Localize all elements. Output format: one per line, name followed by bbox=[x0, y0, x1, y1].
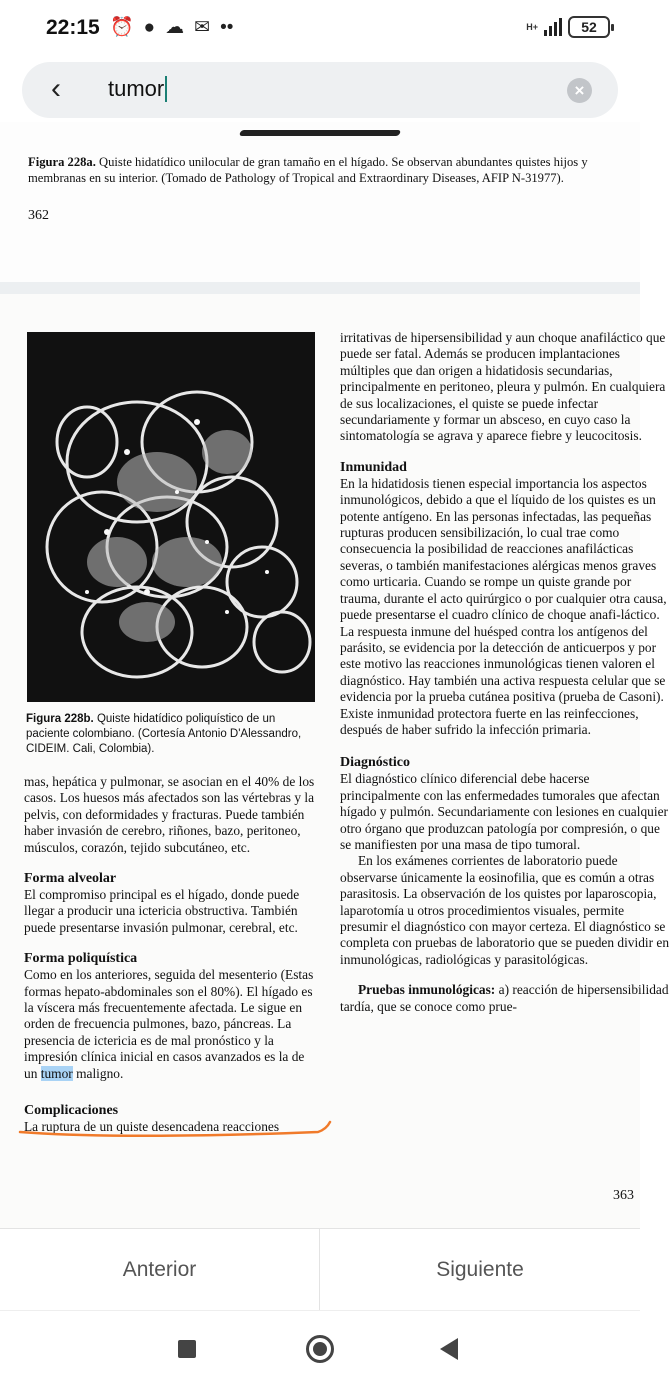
section-heading: Complicaciones bbox=[24, 1103, 119, 1119]
system-navigation-bar bbox=[0, 1310, 640, 1386]
mail-icon: ✉ bbox=[194, 17, 211, 38]
paragraph: mas, hepática y pulmonar, se asocian en el 40% de los casos. Los huesos más afectados son las vértebras y la pelvis, con deformidades y fracturas. Puede también haber invasión de cerebro, riñones, bazo, peritoneo, músculos, corazón, tejido subcutáneo, etc. bbox=[24, 774, 315, 855]
paragraph: Pruebas inmunológicas: a) reacción de hipersensibilidad tardía, que se conoce como prue- bbox=[340, 982, 669, 1014]
messenger-icon: ● bbox=[143, 17, 156, 38]
more-dots-icon: •• bbox=[220, 17, 234, 38]
paragraph: En la hidatidosis tienen especial importancia los aspectos inmunológicos, debido a que el líquido de los quistes es un potente antígeno. En las personas infectadas, las pequeñas rupturas producen sensibilización, lo cual trae como consecuencia la posibilidad de reacciones anafilácticas severas, o también manifestaciones alérgicas menos graves como urticaria. Cuando se rompe un quiste grande por trauma, durante el acto quirúrgico o por cualquier otra causa, puede presentarse el cuadro clínico de choque anafi-láctico. La respuesta inmune del huésped contra los antígenos del parásito, se evidencia por la detección de anticuerpos y por este motivo las reacciones inmunológicas tienen valoren el diagnóstico. Hay también una activa respuesta celular que se evidencia por la prueba cutánea positiva (prueba de Casoni). Existe inmunidad protectora fuerte en las reinfecciones, después de haber sufrido la infección primaria. bbox=[340, 475, 667, 737]
search-input[interactable] bbox=[108, 76, 167, 102]
network-type-label: H+ bbox=[526, 21, 538, 32]
page-number: 362 bbox=[28, 208, 49, 223]
document-page-362 bbox=[0, 122, 640, 282]
scan-artifact bbox=[239, 130, 401, 136]
paragraph-with-match: Como en los anteriores, seguida del mesenterio (Estas formas hepato-abdominales son el 80%). El hígado es la víscera más frecuentemente afectada. Le sigue en orden de frecuencia pulmones, bazo, páncreas. La presencia de ictericia es de mal pronóstico y la impresión clínica inicial en casos avanzados es la de un tumor maligno. bbox=[24, 967, 314, 1081]
section-heading: Forma poliquística bbox=[24, 951, 138, 967]
search-match-highlight[interactable]: tumor bbox=[40, 1065, 73, 1081]
section-heading: Diagnóstico bbox=[340, 755, 410, 771]
document-page-363 bbox=[0, 294, 670, 1228]
home-icon[interactable] bbox=[306, 1335, 334, 1363]
hydatid-cyst-photo bbox=[27, 332, 315, 702]
alarm-icon: ⏰ bbox=[110, 17, 134, 38]
text-column-right bbox=[340, 330, 670, 1015]
paragraph: La ruptura de un quiste desencadena reacciones bbox=[24, 1119, 280, 1135]
paragraph: El diagnóstico clínico diferencial debe hacerse principalmente con las enfermedades tumorales que afectan hígado y pulmón. Secundariamente con lesiones en cualquier otro órgano que produzcan patología por compresión, o que se manifiesten por una masa de tipo tumoral. bbox=[340, 771, 668, 852]
figure-228b-caption: Figura 228b. Quiste hidatídico poliquístico de un paciente colombiano. (Cortesía Antonio D'Alessandro, CIDEIM. Cali, Colombia). bbox=[26, 713, 302, 755]
next-result-button[interactable]: Siguiente bbox=[436, 1258, 524, 1281]
status-time: 22:15 bbox=[46, 16, 100, 39]
search-query-text: tumor bbox=[108, 76, 165, 101]
cloud-icon: ☁ bbox=[165, 17, 185, 38]
cyst-image bbox=[27, 332, 315, 702]
search-bar bbox=[22, 62, 618, 118]
page-separator bbox=[0, 282, 640, 294]
paragraph: irritativas de hipersensibilidad y aun choque anafiláctico que puede ser fatal. Además se producen implantaciones múltiples que dan origen a hidatidosis secundarias, principalmente en peritoneo, pleura y pulmón. En cualquiera de sus localizaciones, el quiste se puede infectar secundariamente y formar un absceso, en cuyo caso la sintomatología se agrava y aparece fiebre y leucocitosis. bbox=[340, 330, 666, 444]
page-number: 363 bbox=[613, 1188, 634, 1203]
orange-annotation-stroke bbox=[18, 1120, 334, 1142]
paragraph: En los exámenes corrientes de laboratorio puede observarse únicamente la eosinofilia, que es común a otras parasitosis. La observación de los quistes por laparoscopia, laparotomía u otros procedimientos visuales, permite presumir el diagnóstico con mayor certeza. El diagnóstico se completa con pruebas de laboratorio que se pueden dividir en inmunológicas, radiológicas y parasitológicas. bbox=[340, 853, 670, 967]
recents-icon[interactable] bbox=[178, 1340, 196, 1358]
back-triangle-icon[interactable] bbox=[440, 1338, 458, 1360]
back-arrow-icon[interactable]: ‹ bbox=[51, 72, 61, 105]
status-notification-icons bbox=[110, 17, 233, 39]
battery-icon: 52 bbox=[568, 16, 610, 38]
search-result-navigation bbox=[0, 1228, 640, 1310]
text-caret bbox=[165, 76, 167, 102]
figure-228a-caption: Figura 228a. Quiste hidatídico unilocular de gran tamaño en el hígado. Se observan abundantes quistes hijos y membranas en su interior. (Tomado de Pathology of Tropical and Extraordinary Diseases, AFIP N-31977). bbox=[28, 155, 588, 185]
previous-result-button[interactable]: Anterior bbox=[0, 1229, 320, 1311]
paragraph: El compromiso principal es el hígado, donde puede llegar a producir una ictericia obstructiva. También puede presentarse invasión pulmonar, cerebral, etc. bbox=[24, 887, 300, 935]
signal-icon bbox=[544, 18, 562, 36]
clear-search-icon[interactable]: × bbox=[567, 78, 592, 103]
text-column-left bbox=[24, 774, 318, 1136]
section-heading: Inmunidad bbox=[340, 459, 407, 475]
section-heading: Forma alveolar bbox=[24, 871, 117, 887]
status-bar bbox=[0, 0, 640, 58]
status-system-icons bbox=[526, 16, 610, 38]
